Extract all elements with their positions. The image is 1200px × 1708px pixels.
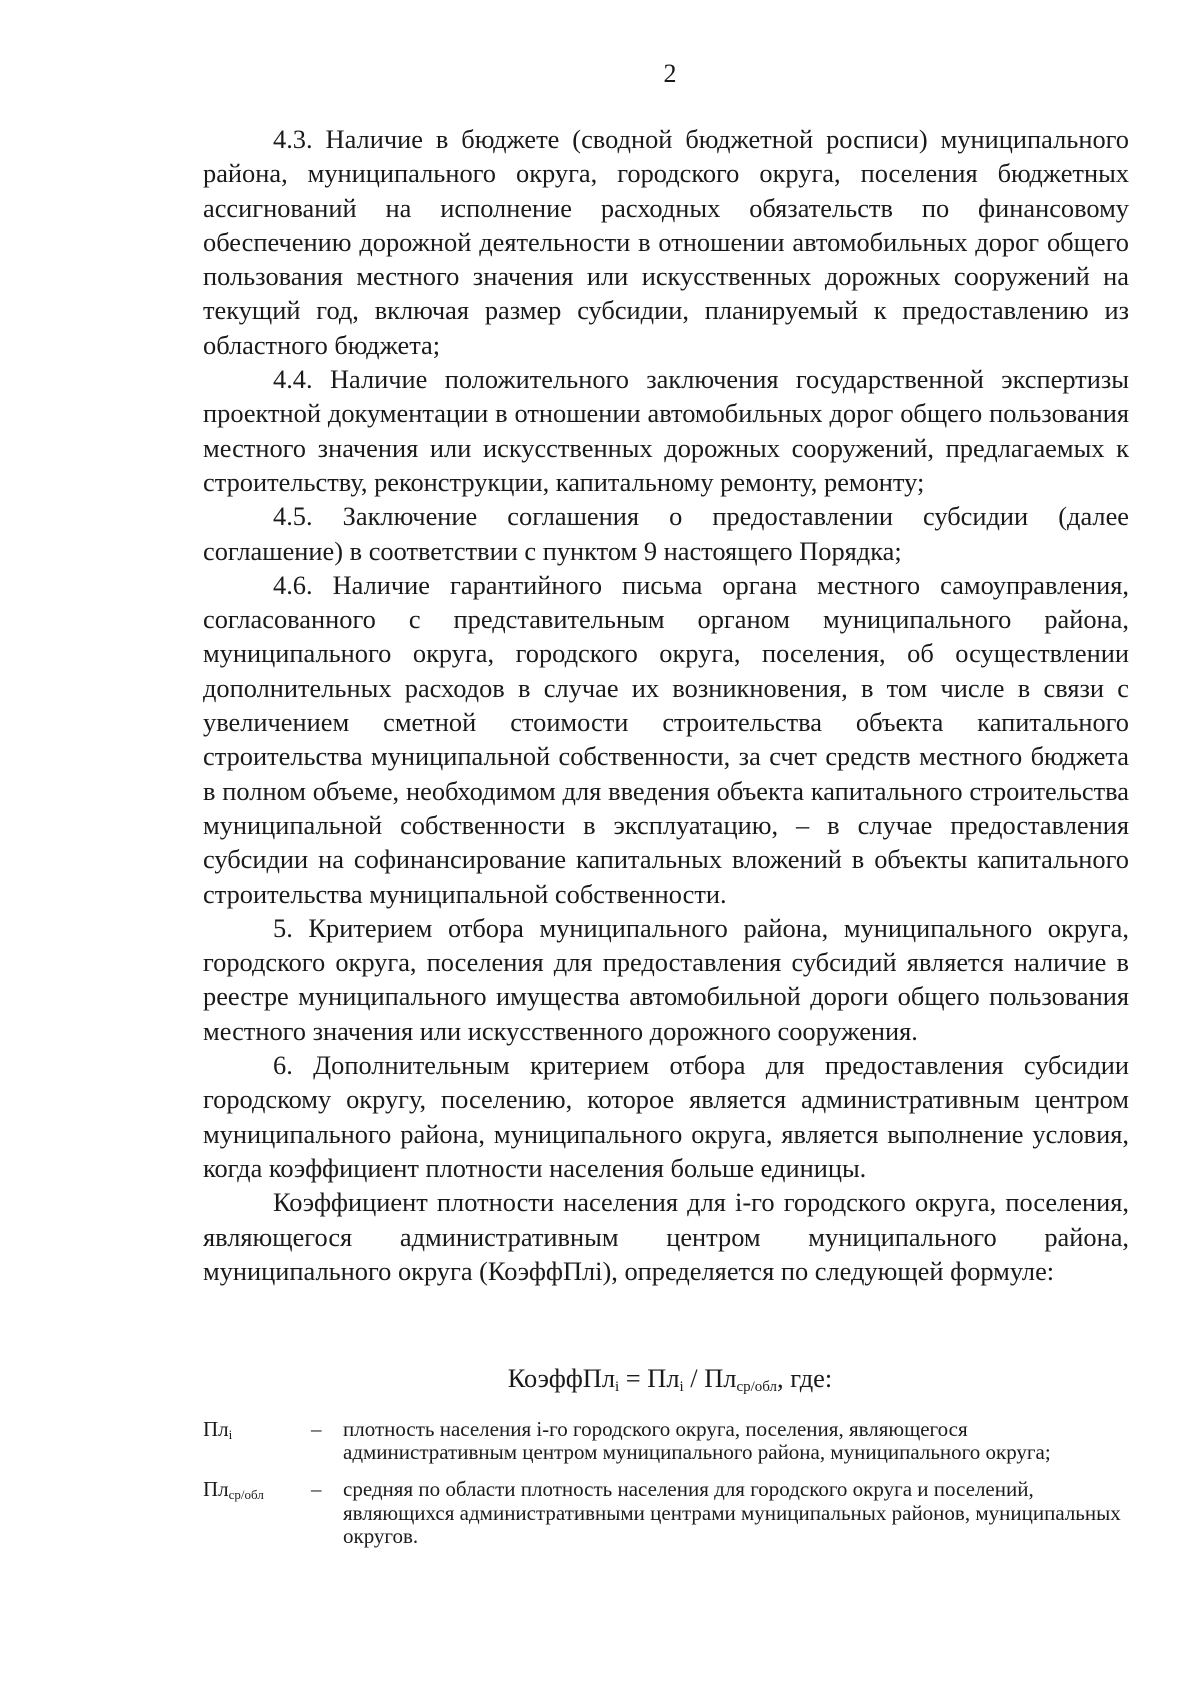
formula-eq: = Пл [619,1363,680,1393]
body-text [203,122,1129,1288]
definition-dash: – [311,1417,322,1441]
definition-term [203,1478,311,1548]
paragraph-5: 5. Критерием отбора муниципального района, муниципального округа, городского округа, поселения для предоставления субсидий является наличие в реестре муниципального имущества автомобильной дороги общего пользования местного значения или искусственного дорожного сооружения. [203,912,1129,1046]
paragraph-4-6: 4.6. Наличие гарантийного письма органа местного самоуправления, согласованного с представительным органом муниципального района, муниципального округа, городского округа, поселения, об осуществлении дополнительных расходов в случае их возникновения, в том числе в связи с увеличением сметной стоимости строительства объекта капитального строительства муниципальной собственности, за счет средств местного бюджета в полном объеме, необходимом для введения объекта капитального строительства муниципальной собственности в эксплуатацию, – в случае предоставления субсидии на софинансирование капитальных вложений в объекты капитального строительства муниципальной собственности. [203,569,1129,909]
definitions-list [203,1418,1133,1562]
paragraph-4-4: 4.4. Наличие положительного заключения государственной экспертизы проектной документации в отношении автомобильных дорог общего пользования местного значения или искусственных дорожных сооружений, предлагаемых к строительству, реконструкции, капитальному ремонту, ремонту; [203,364,1129,497]
page-number: 2 [663,59,677,88]
paragraph-6: 6. Дополнительным критерием отбора для предоставления субсидии городскому округу, поселению, которое является административным центром муниципального района, муниципального округа, является выполнение условия, когда коэффициент плотности населения больше единицы. [203,1050,1129,1183]
formula-lhs: КоэффПл [507,1363,616,1393]
formula [0,1361,1200,1404]
formula-eq-sub: i [679,1379,684,1395]
definition-term [203,1418,311,1464]
formula-tail: , где: [777,1363,833,1393]
formula-div-sub: ср/обл [736,1379,778,1395]
definition-term-sub: ср/обл [228,1487,264,1503]
definition-term-text: Пл [203,1477,229,1502]
definition-term-text: Пл [203,1417,229,1441]
formula-lhs-sub: i [615,1379,620,1395]
definition-dash: – [311,1477,322,1502]
formula-div: / Пл [683,1363,737,1393]
paragraph-coefficient: Коэффициент плотности населения для i-го городского округа, поселения, являющегося административным центром муниципального района, муниципального округа (КоэффПлi), определяется по следующей формуле: [203,1187,1129,1286]
definition-text: плотность населения i-го городского округа, поселения, являющегося административным центром муниципального района, муниципального округа; [343,1417,1051,1465]
definition-row [203,1418,1133,1464]
paragraph-4-3: 4.3. Наличие в бюджете (сводной бюджетной росписи) муниципального района, муниципального округа, городского округа, поселения бюджетных ассигнований на исполнение расходных обязательств по финансовому обеспечению дорожной деятельности в отношении автомобильных дорог общего пользования местного значения или искусственных дорожных сооружений на текущий год, включая размер субсидии, планируемый к предоставлению из областного бюджета; [203,124,1129,360]
definition-term-sub: i [228,1427,233,1442]
paragraph-4-5: 4.5. Заключение соглашения о предоставлении субсидии (далее соглашение) в соответствии с пунктом 9 настоящего Порядка; [203,501,1129,566]
definition-text: средняя по области плотность населения для городского округа и поселений, являющихся административными центрами муниципальных районов, муниципальных округов. [343,1477,1121,1548]
definition-row [203,1478,1133,1548]
